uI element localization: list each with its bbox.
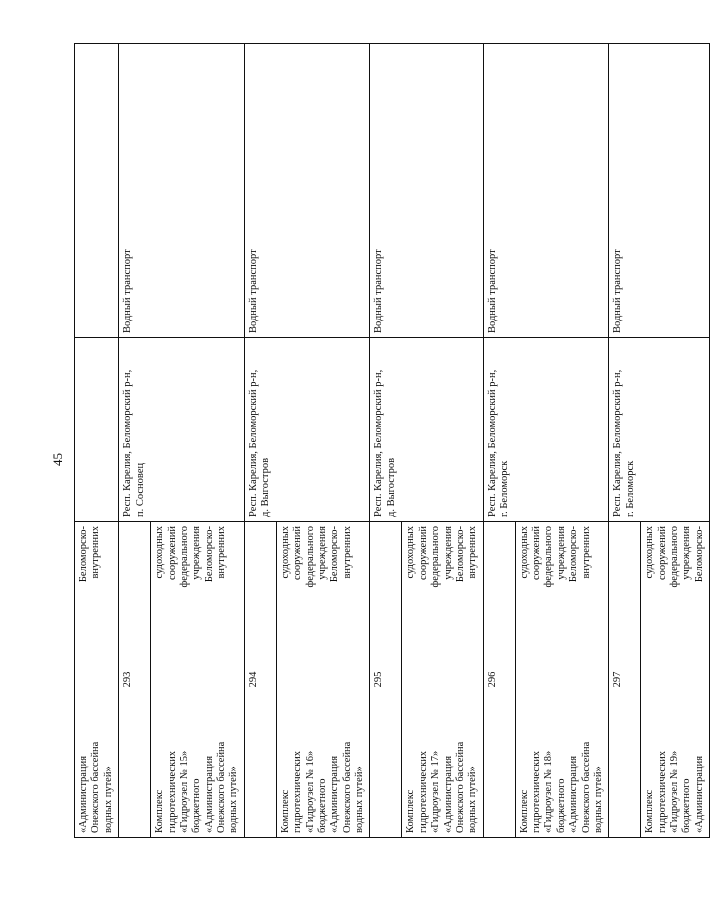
name-cell (276, 521, 370, 837)
table-row (75, 43, 119, 837)
name-text: Комплекс гидротехнических «Гидроузел № 17» «Администрация Онежского бассейна водных путей» (405, 741, 479, 833)
address-line: Респ. Карелия, Беломорский р-н, (486, 369, 498, 517)
address-line: п. Сосновец (134, 462, 146, 517)
address-cell (483, 337, 609, 521)
name-cell (75, 521, 119, 837)
name-text: судоходных сооружений федерального учреждения Беломорско- (644, 525, 705, 588)
row-number: 293 (119, 521, 151, 837)
category-cell: Водный транспорт (370, 43, 483, 337)
category-cell: Водный транспорт (119, 43, 245, 337)
row-number: 294 (244, 521, 276, 837)
name-text: Комплекс гидротехнических «Гидроузел № 18» бюджетного «Администрация Онежского бассейна водных путей» (518, 741, 604, 833)
table-row (370, 43, 402, 837)
name-cell (402, 521, 483, 837)
name-text: «Администрация Онежского бассейна водных путей» (78, 741, 114, 833)
address-cell (75, 337, 119, 521)
address-line: Респ. Карелия, Беломорский р-н, (122, 369, 134, 517)
address-line: Респ. Карелия, Беломорский р-н, (612, 369, 624, 517)
name-text: Комплекс гидротехнических «Гидроузел № 16» бюджетного «Администрация Онежского бассейна водных путей» (279, 741, 365, 833)
row-number: 295 (370, 521, 402, 837)
page-number: 45 (50, 453, 65, 466)
table-row (483, 43, 515, 837)
address-line: г. Беломорск (499, 460, 510, 517)
address-cell (370, 337, 483, 521)
category-cell: Водный транспорт (483, 43, 609, 337)
name-text: Комплекс гидротехнических «Гидроузел № 19» бюджетного «Администрация (644, 750, 705, 833)
address-cell (244, 337, 370, 521)
name-cell (151, 521, 245, 837)
address-line: г. Беломорск (624, 460, 636, 517)
row-number: 296 (483, 521, 515, 837)
address-line: д. Выгостров (260, 457, 272, 517)
name-text: судоходных сооружений федерального учреждения Беломорско- внутренних (279, 525, 353, 588)
registry-table (74, 43, 710, 838)
category-cell: Водный транспорт (609, 43, 710, 337)
name-text: судоходных сооружений федерального учреждения Беломорско- внутренних (405, 525, 479, 588)
address-line: Респ. Карелия, Беломорский р-н, (247, 369, 259, 517)
table-row (244, 43, 276, 837)
name-text: Беломорско- внутренних (78, 525, 102, 583)
address-line: д. Выгостров (385, 457, 397, 517)
name-cell (641, 521, 710, 837)
address-cell (119, 337, 245, 521)
address-cell (609, 337, 710, 521)
name-cell (515, 521, 609, 837)
category-cell (75, 43, 119, 337)
name-text: судоходных сооружений федерального учреждения Беломорско- внутренних (518, 525, 592, 588)
category-cell: Водный транспорт (244, 43, 370, 337)
address-line: Респ. Карелия, Беломорский р-н, (373, 369, 385, 517)
row-number: 297 (609, 521, 641, 837)
name-text: Комплекс гидротехнических «Гидроузел № 15» бюджетного «Администрация Онежского бассейна водных путей» (154, 741, 240, 833)
name-text: судоходных сооружений федерального учреждения Беломорско- внутренних (154, 525, 227, 588)
table-row (609, 43, 641, 837)
table-row (119, 43, 151, 837)
